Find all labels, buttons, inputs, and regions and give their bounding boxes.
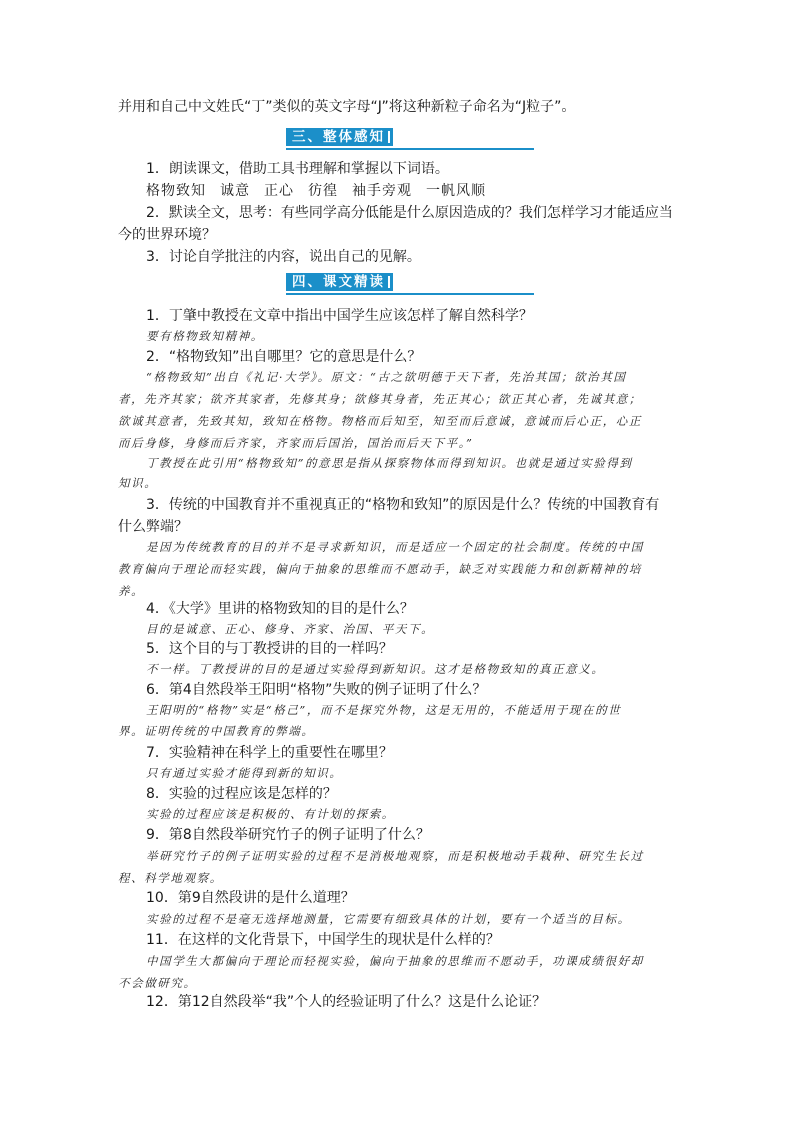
- section-title: 三、整体感知: [286, 128, 393, 146]
- answer-3-line: 教育偏向于理论而轻实践，偏向于抽象的思维而不愿动手，缺乏对实践能力和创新精神的培: [118, 562, 642, 576]
- answer-2-line: 而后身修，身修而后齐家，齐家而后国治，国治而后天下平。”: [118, 436, 474, 450]
- section-title: 四、课文精读: [286, 273, 393, 291]
- question-2: 2．“格物致知”出自哪里？它的意思是什么？: [146, 349, 422, 365]
- answer-9-line: 程、科学地观察。: [118, 871, 223, 885]
- intro-line: 并用和自己中文姓氏“丁”类似的英文字母“J”将这种新粒子命名为“J粒子”。: [118, 99, 576, 115]
- task-1: 1．朗读课文，借助工具书理解和掌握以下词语。: [146, 161, 449, 177]
- vocab-word: 正心: [264, 183, 294, 199]
- question-4: 4．《大学》里讲的格物致知的目的是什么？: [146, 601, 414, 617]
- question-11: 11．在这样的文化背景下，中国学生的现状是什么样的？: [146, 932, 500, 948]
- question-1: 1．丁肇中教授在文章中指出中国学生应该怎样了解自然科学？: [146, 308, 533, 324]
- section-rule: [286, 148, 534, 150]
- vocab-word: 一帆风顺: [426, 183, 486, 199]
- question-3: 3．传统的中国教育并不重视真正的“格物和致知”的原因是什么？传统的中国教育有: [146, 497, 660, 513]
- task-2-cont: 今的世界环境？: [118, 227, 216, 243]
- answer-2-line: 者，先齐其家；欲齐其家者，先修其身；欲修其身者，先正其心；欲正其心者，先诚其意；: [118, 392, 642, 406]
- question-10: 10．第9自然段讲的是什么道理？: [146, 890, 355, 906]
- answer-5: 不一样。丁教授讲的目的是通过实验得到新知识。这才是格物致知的真正意义。: [146, 662, 605, 676]
- answer-11-line: 不会做研究。: [118, 976, 197, 990]
- answer-6-line: 界。证明传统的中国教育的弊端。: [118, 724, 315, 738]
- question-5: 5．这个目的与丁教授讲的目的一样吗？: [146, 641, 393, 657]
- vocab-word: 诚意: [220, 183, 250, 199]
- answer-9-line: 举研究竹子的例子证明实验的过程不是消极地观察，而是积极地动手栽种、研究生长过: [146, 849, 644, 863]
- answer-6-line: 王阳明的“格物”实是“格己”，而不是探究外物，这是无用的，不能适用于现在的世: [146, 703, 622, 717]
- answer-3-line: 是因为传统教育的目的并不是寻求新知识，而是适应一个固定的社会制度。传统的中国: [146, 540, 644, 554]
- section-rule: [286, 293, 534, 295]
- answer-4: 目的是诚意、正心、修身、齐家、治国、平天下。: [146, 622, 435, 636]
- question-9: 9．第8自然段举研究竹子的例子证明了什么？: [146, 827, 430, 843]
- vocab-list: [146, 180, 706, 202]
- question-12: 12．第12自然段举“我”个人的经验证明了什么？这是什么论证？: [146, 994, 547, 1010]
- task-3: 3．讨论自学批注的内容，说出自己的见解。: [146, 249, 421, 265]
- section-heading-close-reading: [286, 273, 534, 295]
- answer-10: 实验的过程不是毫无选择地测量，它需要有细致具体的计划，要有一个适当的目标。: [146, 912, 631, 926]
- vocab-word: 彷徨: [308, 183, 338, 199]
- answer-1: 要有格物致知精神。: [146, 329, 264, 343]
- question-3-cont: 什么弊端？: [118, 519, 188, 535]
- vocab-word: 格物致知: [146, 183, 206, 199]
- answer-2-line: 丁教授在此引用“格物致知”的意思是指从探察物体而得到知识。也就是通过实验得到: [146, 456, 633, 470]
- question-7: 7．实验精神在科学上的重要性在哪里？: [146, 745, 393, 761]
- section-heading-overall: [286, 128, 534, 150]
- answer-2-line: 欲诚其意者，先致其知，致知在格物。物格而后知至，知至而后意诚，意诚而后心正，心正: [118, 414, 642, 428]
- vocab-word: 袖手旁观: [352, 183, 412, 199]
- answer-2-line: 知识。: [118, 476, 158, 490]
- answer-11-line: 中国学生大都偏向于理论而轻视实验，偏向于抽象的思维而不愿动手，功课成绩很好却: [146, 954, 644, 968]
- task-2: 2．默读全文，思考：有些同学高分低能是什么原因造成的？我们怎样学习才能适应当: [146, 205, 673, 221]
- answer-3-line: 养。: [118, 584, 145, 598]
- answer-7: 只有通过实验才能得到新的知识。: [146, 766, 343, 780]
- answer-8: 实验的过程应该是积极的、有计划的探索。: [146, 807, 395, 821]
- question-8: 8．实验的过程应该是怎样的？: [146, 786, 337, 802]
- question-6: 6．第4自然段举王阳明“格物”失败的例子证明了什么？: [146, 682, 487, 698]
- answer-2-line: “格物致知”出自《礼记·大学》。原文：“古之欲明德于天下者，先治其国；欲治其国: [146, 370, 627, 384]
